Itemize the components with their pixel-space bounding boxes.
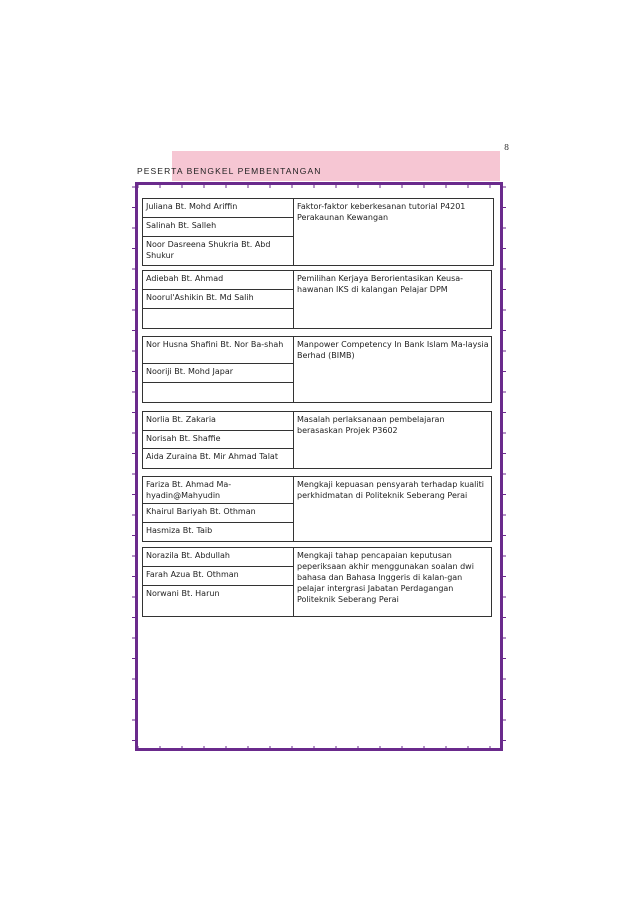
participant-name: Nor Husna Shafini Bt. Nor Ba-shah: [143, 337, 293, 364]
participant-name: Norlia Bt. Zakaria: [143, 412, 293, 431]
project-title: Manpower Competency In Bank Islam Ma-laysia Berhad (BIMB): [297, 340, 489, 360]
participant-name: Juliana Bt. Mohd Ariffin: [143, 199, 293, 218]
participant-name: Noor Dasreena Shukria Bt. Abd Shukur: [146, 240, 271, 260]
names-column: [143, 199, 294, 265]
participant-name: Salinah Bt. Salleh: [143, 218, 293, 237]
project-title: Mengkaji tahap pencapaian keputusan peperiksaan akhir menggunakan soalan dwi bahasa dan Bahasa Inggeris di kalan-gan pelajar intergrasi Jabatan Perdagangan Politeknik Seberang Perai: [297, 551, 474, 604]
participant-group-4: [142, 411, 492, 469]
participant-name: Hasmiza Bt. Taib: [146, 526, 213, 535]
names-column: [143, 548, 294, 616]
project-title: Masalah perlaksanaan pembelajaran berasaskan Projek P3602: [297, 415, 445, 435]
participant-name: [143, 383, 293, 402]
participant-name: Farah Azua Bt. Othman: [143, 567, 293, 586]
participant-group-6: [142, 547, 492, 617]
project-title: Faktor-faktor keberkesanan tutorial P4201 Perakaunan Kewangan: [297, 202, 466, 222]
participant-name: Khairul Bariyah Bt. Othman: [143, 504, 293, 523]
participant-name: Norisah Bt. Shaffie: [143, 431, 293, 449]
project-title: Pemilihan Kerjaya Berorientasikan Keusa-hawanan IKS di kalangan Pelajar DPM: [297, 274, 464, 294]
participant-group-1: [142, 198, 494, 266]
participant-group-2: [142, 270, 492, 329]
project-title: Mengkaji kepuasan pensyarah terhadap kualiti perkhidmatan di Politeknik Seberang Perai: [297, 480, 484, 500]
page-number: 8: [504, 143, 510, 152]
participant-name: Adiebah Bt. Ahmad: [143, 271, 293, 290]
participant-name: Norazila Bt. Abdullah: [143, 548, 293, 567]
names-column: [143, 271, 294, 328]
participant-group-3: [142, 336, 492, 403]
participant-group-5: [142, 476, 492, 542]
participant-name: Nooriji Bt. Mohd Japar: [143, 364, 293, 383]
participant-name: Norwani Bt. Harun: [146, 589, 220, 598]
participant-name: [143, 309, 293, 328]
participant-name: Noorul'Ashikin Bt. Md Salih: [143, 290, 293, 309]
names-column: [143, 337, 294, 402]
names-column: [143, 477, 294, 541]
participant-name: Fariza Bt. Ahmad Ma-hyadin@Mahyudin: [143, 477, 293, 504]
names-column: [143, 412, 294, 468]
participant-name: Aida Zuraina Bt. Mir Ahmad Talat: [146, 452, 278, 461]
page-heading: PESERTA BENGKEL PEMBENTANGAN: [137, 166, 322, 176]
